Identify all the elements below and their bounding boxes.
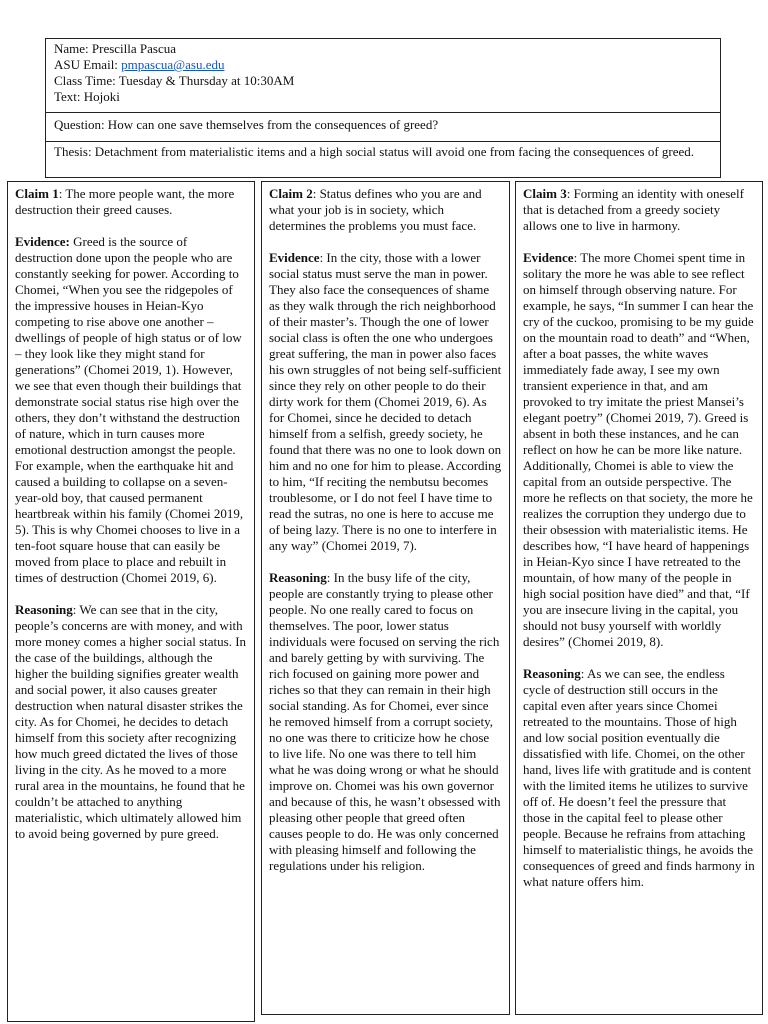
claim-text: : The more people want, the more destruction their greed causes. <box>15 186 235 217</box>
claim-label: Claim 1 <box>15 186 59 201</box>
claim-label: Claim 3 <box>523 186 567 201</box>
claim-column-2 <box>261 181 510 1015</box>
reasoning-label: Reasoning <box>15 602 73 617</box>
reasoning-paragraph <box>523 666 755 890</box>
email-line <box>54 57 712 73</box>
email-link[interactable]: pmpascua@asu.edu <box>121 57 225 72</box>
thesis-box <box>45 141 721 178</box>
claim-text: : Forming an identity with oneself that is detached from a greedy society allows one to live in harmony. <box>523 186 744 233</box>
text-line: Text: Hojoki <box>54 89 120 104</box>
student-info-box <box>45 38 721 113</box>
claim-paragraph <box>15 186 247 218</box>
evidence-paragraph <box>523 250 755 650</box>
claim-column-3 <box>515 181 763 1015</box>
question-text: Question: How can one save themselves from the consequences of greed? <box>54 117 439 132</box>
evidence-text: : The more Chomei spent time in solitary the more he was able to see reflect on himself through observing nature. For example, he says, “In summer I can hear the cry of the cuckoo, promising to be my guide on the mountain road to death” and “When, after a boat passes, the white waves immediately fade away, I see my own transient experience in that, and am provoked to try imitate the priest Mansei’s elegant poetry” (Chomei 2019, 7). Greed is absent in both these instances, and he can reflect on how he can be more like nature. Additionally, Chomei is able to view the capital from an outside perspective. The more he reflects on that society, the more he realizes the corruption they undergo due to their obsession with materialistic items. He describes how, “I have heard of happenings in Heian-Kyo since I have retreated to the mountain, of how many of the people in high social position have died” and that, “If you are insecure living in the capital, you should not busy yourself with worldly desires” (Chomei 2019, 8). <box>523 250 754 649</box>
evidence-text: Greed is the source of destruction done upon the people who are constantly seeking for power. According to Chomei, “When you see the ridgepoles of the impressive houses in Heian-Kyo competing to rise above one another – dwellings of people of high status or of low – they look like they might stand for generations” (Chomei 2019, 1). However, we see that even though their buildings that demonstrate social status rise high over the others, they don’t withstand the destruction of nature, which in turn causes more emotional destruction amongst the people. For example, when the earthquake hit and caused a building to collapse on a seven-year-old boy, that caused permanent heartbreak within his family (Chomei 2019, 5). This is why Chomei chooses to live in a ten-foot square house that can easily be moved from place to place and rebuilt in times of destruction (Chomei 2019, 6). <box>15 234 244 585</box>
evidence-text: : In the city, those with a lower social status must serve the man in power. They also face the consequences of shame as they walk through the rich neighborhood of their master’s. Though the one of lower social class is often the one who undergoes great suffering, the man in power also faces his own struggles of not being self-sufficient since they rely on other people to do their dirty work for them (Chomei 2019, 6). As for Chomei, since he decided to detach himself from a selfish, greedy society, he found that there was no one to look down on him and no one for him to please. According to him, “If reciting the nembutsu becomes troublesome, or I do not feel I have time to read the sutras, no one is here to accuse me of being lazy. There is no one to interfere in any way” (Chomei 2019, 7). <box>269 250 502 553</box>
name-line: Name: Prescilla Pascua <box>54 41 177 56</box>
evidence-paragraph <box>269 250 502 554</box>
thesis-text: Thesis: Detachment from materialistic items and a high social status will avoid one from facing the consequences of greed. <box>54 144 695 159</box>
evidence-label: Evidence <box>523 250 574 265</box>
evidence-paragraph <box>15 234 247 586</box>
claim-text: : Status defines who you are and what your job is in society, which determines the problems you must face. <box>269 186 482 233</box>
question-box <box>45 112 721 142</box>
reasoning-text: : We can see that in the city, people’s concerns are with money, and with more money comes a higher social status. In the case of the buildings, although the higher the building signifies greater wealth and social power, it also causes greater destruction when natural disaster strikes the city. As for Chomei, he decides to detach himself from this society after recognizing how much greed dictated the lives of those living in the city. As he moved to a more rural area in the mountains, he found that he couldn’t be attached to anything materialistic, which ultimately allowed him to avoid being governed by pure greed. <box>15 602 247 841</box>
claim-paragraph <box>523 186 755 234</box>
reasoning-label: Reasoning <box>523 666 581 681</box>
reasoning-label: Reasoning <box>269 570 327 585</box>
evidence-label: Evidence: <box>15 234 70 249</box>
reasoning-text: : In the busy life of the city, people are constantly trying to please other people. No one really cared to focus on themselves. The poor, lower status individuals were focused on serving the rich and barely getting by with surviving. The rich focused on gaining more power and riches so that they can remain in their high social standing. As for Chomei, ever since he removed himself from a corrupt society, no one was there to criticize how he chose to live life. No one was there to tell him what he was doing wrong or what he should improve on. Chomei was his own governor and because of this, he wasn’t obsessed with pleasing other people that greed often causes people to do. He was only concerned with pleasing himself and following the regulations under his religion. <box>269 570 501 873</box>
claim-column-1 <box>7 181 255 1022</box>
email-label: ASU Email: <box>54 57 122 72</box>
claim-label: Claim 2 <box>269 186 313 201</box>
reasoning-paragraph <box>15 602 247 842</box>
reasoning-paragraph <box>269 570 502 874</box>
class-time-line: Class Time: Tuesday & Thursday at 10:30AM <box>54 73 295 88</box>
evidence-label: Evidence <box>269 250 320 265</box>
claim-paragraph <box>269 186 502 234</box>
reasoning-text: : As we can see, the endless cycle of destruction still occurs in the capital even after years since Chomei retreated to the mountains. Those of high and low social position eventually die dissatisfied with life. Chomei, on the other hand, lives life with gratitude and is content with the limited items he utilizes to survive off of. He doesn’t feel the pressure that those in the capital feel to please other people. Because he refrains from attaching himself to materialistic things, he avoids the consequences of greed and finds harmony in what nature offers him. <box>523 666 755 889</box>
